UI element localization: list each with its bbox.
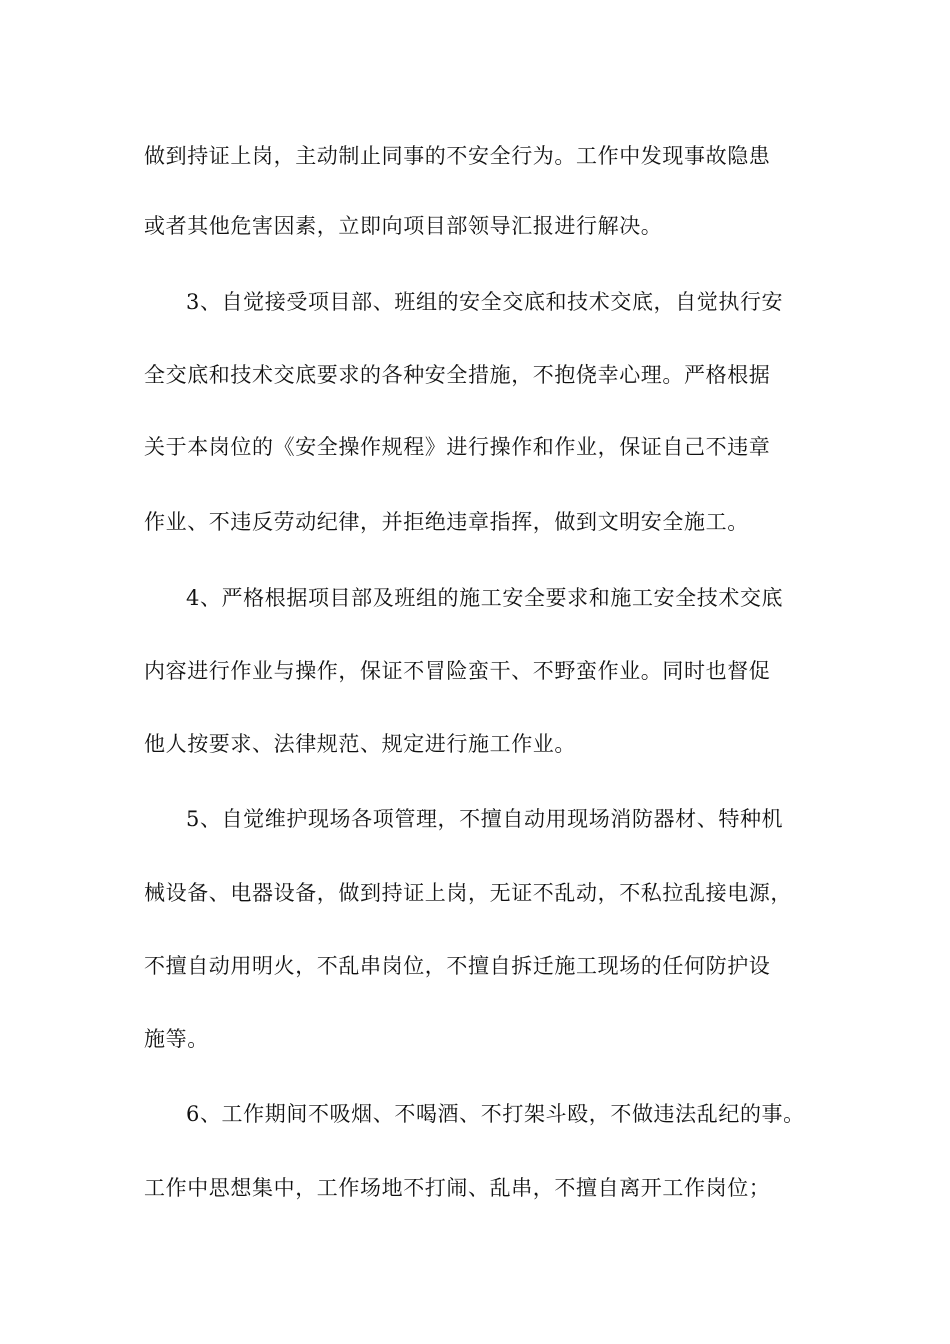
text-line: 不擅自动用明火，不乱串岗位，不擅自拆迁施工现场的任何防护设 bbox=[144, 954, 771, 978]
text-line: 全交底和技术交底要求的各种安全措施，不抱侥幸心理。严格根据 bbox=[144, 363, 771, 387]
text-line: 他人按要求、法律规范、规定进行施工作业。 bbox=[144, 732, 576, 756]
text-line: 做到持证上岗，主动制止同事的不安全行为。工作中发现事故隐患 bbox=[144, 144, 771, 168]
text-line: 械设备、电器设备，做到持证上岗，无证不乱动，不私拉乱接电源， bbox=[144, 881, 792, 905]
text-line: 关于本岗位的《安全操作规程》进行操作和作业，保证自己不违章 bbox=[144, 435, 771, 459]
paragraph-5-start: 5、自觉维护现场各项管理，不擅自动用现场消防器材、特种机 bbox=[186, 807, 784, 831]
text-line: 内容进行作业与操作，保证不冒险蛮干、不野蛮作业。同时也督促 bbox=[144, 659, 771, 683]
text-line: 工作中思想集中，工作场地不打闹、乱串，不擅自离开工作岗位； bbox=[144, 1176, 771, 1200]
text-line: 或者其他危害因素，立即向项目部领导汇报进行解决。 bbox=[144, 214, 663, 238]
text-line: 施等。 bbox=[144, 1027, 209, 1051]
paragraph-6-start: 6、工作期间不吸烟、不喝酒、不打架斗殴，不做违法乱纪的事。 bbox=[186, 1102, 805, 1126]
paragraph-4-start: 4、严格根据项目部及班组的施工安全要求和施工安全技术交底 bbox=[186, 586, 784, 610]
text-line: 作业、不违反劳动纪律，并拒绝违章指挥，做到文明安全施工。 bbox=[144, 510, 749, 534]
paragraph-3-start: 3、自觉接受项目部、班组的安全交底和技术交底，自觉执行安 bbox=[186, 290, 784, 314]
